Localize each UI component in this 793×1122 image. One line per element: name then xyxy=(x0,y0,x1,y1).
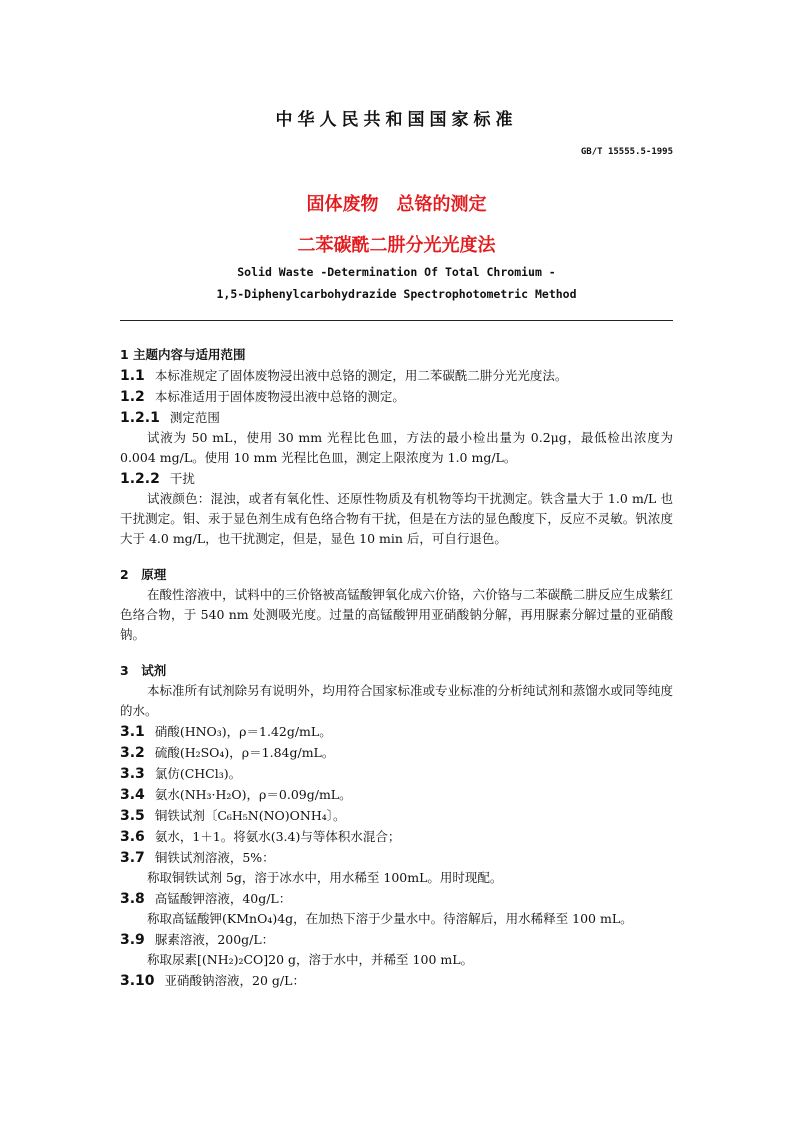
section-1-heading: 1 主题内容与适用范围 xyxy=(120,347,246,362)
clause-1-1 xyxy=(120,365,673,386)
clause-text: 测定范围 xyxy=(169,410,220,425)
clause-number: 3.4 xyxy=(120,787,145,803)
clause-number: 1.2.2 xyxy=(120,471,160,487)
clause-text: 氨水，1＋1。将氨水(3.4)与等体积水混合； xyxy=(154,829,401,844)
section-2-heading: 2 原理 xyxy=(120,567,167,582)
standard-code: GB/T 15555.5-1995 xyxy=(580,147,673,157)
paragraph-measurement-range: 试液为 50 mL，使用 30 mm 光程比色皿，方法的最小检出量为 0.2μg，最低检出浓度为 0.004 mg/L。使用 10 mm 光程比色皿，测定上限浓度为 1.0 mg/L。 xyxy=(120,430,673,465)
clause-text: 氨水(NH₃·H₂O)，ρ＝0.09g/mL。 xyxy=(154,787,352,802)
clause-3-6 xyxy=(120,826,673,847)
clause-3-9 xyxy=(120,929,673,950)
clause-1-2-1 xyxy=(120,407,673,428)
clause-3-5 xyxy=(120,805,673,826)
clause-3-1 xyxy=(120,721,673,742)
clause-1-2 xyxy=(120,386,673,407)
paragraph-principle: 在酸性溶液中，试料中的三价铬被高锰酸钾氧化成六价铬，六价铬与二苯碳酰二肼反应生成紫红色络合物，于 540 nm 处测吸光度。过量的高锰酸钾用亚硝酸钠分解，再用脲素分解过量的亚硝酸钠。 xyxy=(120,587,673,642)
clause-number: 1.2 xyxy=(120,389,145,405)
national-standard-heading: 中华人民共和国国家标准 xyxy=(275,110,518,130)
clause-3-7 xyxy=(120,847,673,868)
clause-text: 高锰酸钾溶液，40g/L： xyxy=(154,891,292,906)
clause-text: 氯仿(CHCl₃)。 xyxy=(154,766,242,781)
title-cn-line1: 固体废物 总铬的测定 xyxy=(306,194,487,215)
clause-text: 脲素溶液，200g/L： xyxy=(154,932,275,947)
clause-number: 3.2 xyxy=(120,745,145,761)
clause-text: 本标准规定了固体废物浸出液中总铬的测定，用二苯碳酰二肼分光光度法。 xyxy=(154,368,568,383)
clause-number: 3.7 xyxy=(120,850,145,866)
paragraph-3-8: 称取高锰酸钾(KMnO₄)4g，在加热下溶于少量水中。待溶解后，用水稀释至 100 mL。 xyxy=(147,911,633,926)
clause-text: 铜铁试剂溶液，5%： xyxy=(154,850,275,865)
clause-number: 3.8 xyxy=(120,891,145,907)
clause-3-3 xyxy=(120,763,673,784)
clause-number: 3.1 xyxy=(120,724,145,740)
clause-number: 3.5 xyxy=(120,808,145,824)
clause-number: 1.1 xyxy=(120,368,145,384)
clause-text: 硝酸(HNO₃)，ρ＝1.42g/mL。 xyxy=(154,724,332,739)
clause-number: 3.10 xyxy=(120,973,155,989)
paragraph-3-9: 称取尿素[(NH₂)₂CO]20 g，溶于水中，并稀至 100 mL。 xyxy=(147,952,474,967)
title-divider xyxy=(120,320,673,321)
clause-number: 3.3 xyxy=(120,766,145,782)
clause-number: 1.2.1 xyxy=(120,410,160,426)
clause-3-2 xyxy=(120,742,673,763)
paragraph-3-7: 称取铜铁试剂 5g，溶于冰水中，用水稀至 100mL。用时现配。 xyxy=(147,870,503,885)
clause-1-2-2 xyxy=(120,468,673,489)
section-3-heading: 3 试剂 xyxy=(120,663,167,678)
clause-3-8 xyxy=(120,888,673,909)
clause-text: 硫酸(H₂SO₄)，ρ＝1.84g/mL。 xyxy=(154,745,335,760)
clause-text: 铜铁试剂〔C₆H₅N(NO)ONH₄〕。 xyxy=(154,808,346,823)
clause-3-10 xyxy=(120,970,673,991)
clause-text: 亚硝酸钠溶液，20 g/L： xyxy=(164,973,305,988)
clause-number: 3.9 xyxy=(120,932,145,948)
clause-3-4 xyxy=(120,784,673,805)
title-en-line1: Solid Waste -Determination Of Total Chromium - xyxy=(237,265,556,279)
paragraph-interference: 试液颜色：混浊，或者有氧化性、还原性物质及有机物等均干扰测定。铁含量大于 1.0 m/L 也干扰测定。钼、汞于显色剂生成有色络合物有干扰，但是在方法的显色酸度下，反应不灵敏。钒浓度大于 4.0 mg/L，也干扰测定，但是，显色 10 min 后，可自行退色。 xyxy=(120,491,673,546)
title-cn-line2: 二苯碳酰二肼分光光度法 xyxy=(297,235,496,256)
clause-text: 本标准适用于固体废物浸出液中总铬的测定。 xyxy=(154,389,405,404)
title-en-line2: 1,5-Diphenylcarbohydrazide Spectrophotometric Method xyxy=(216,287,577,301)
clause-number: 3.6 xyxy=(120,829,145,845)
clause-text: 干扰 xyxy=(169,471,195,486)
document-body xyxy=(120,345,673,991)
paragraph-reagents-intro: 本标准所有试剂除另有说明外，均用符合国家标准或专业标准的分析纯试剂和蒸馏水或同等纯度的水。 xyxy=(120,683,673,718)
